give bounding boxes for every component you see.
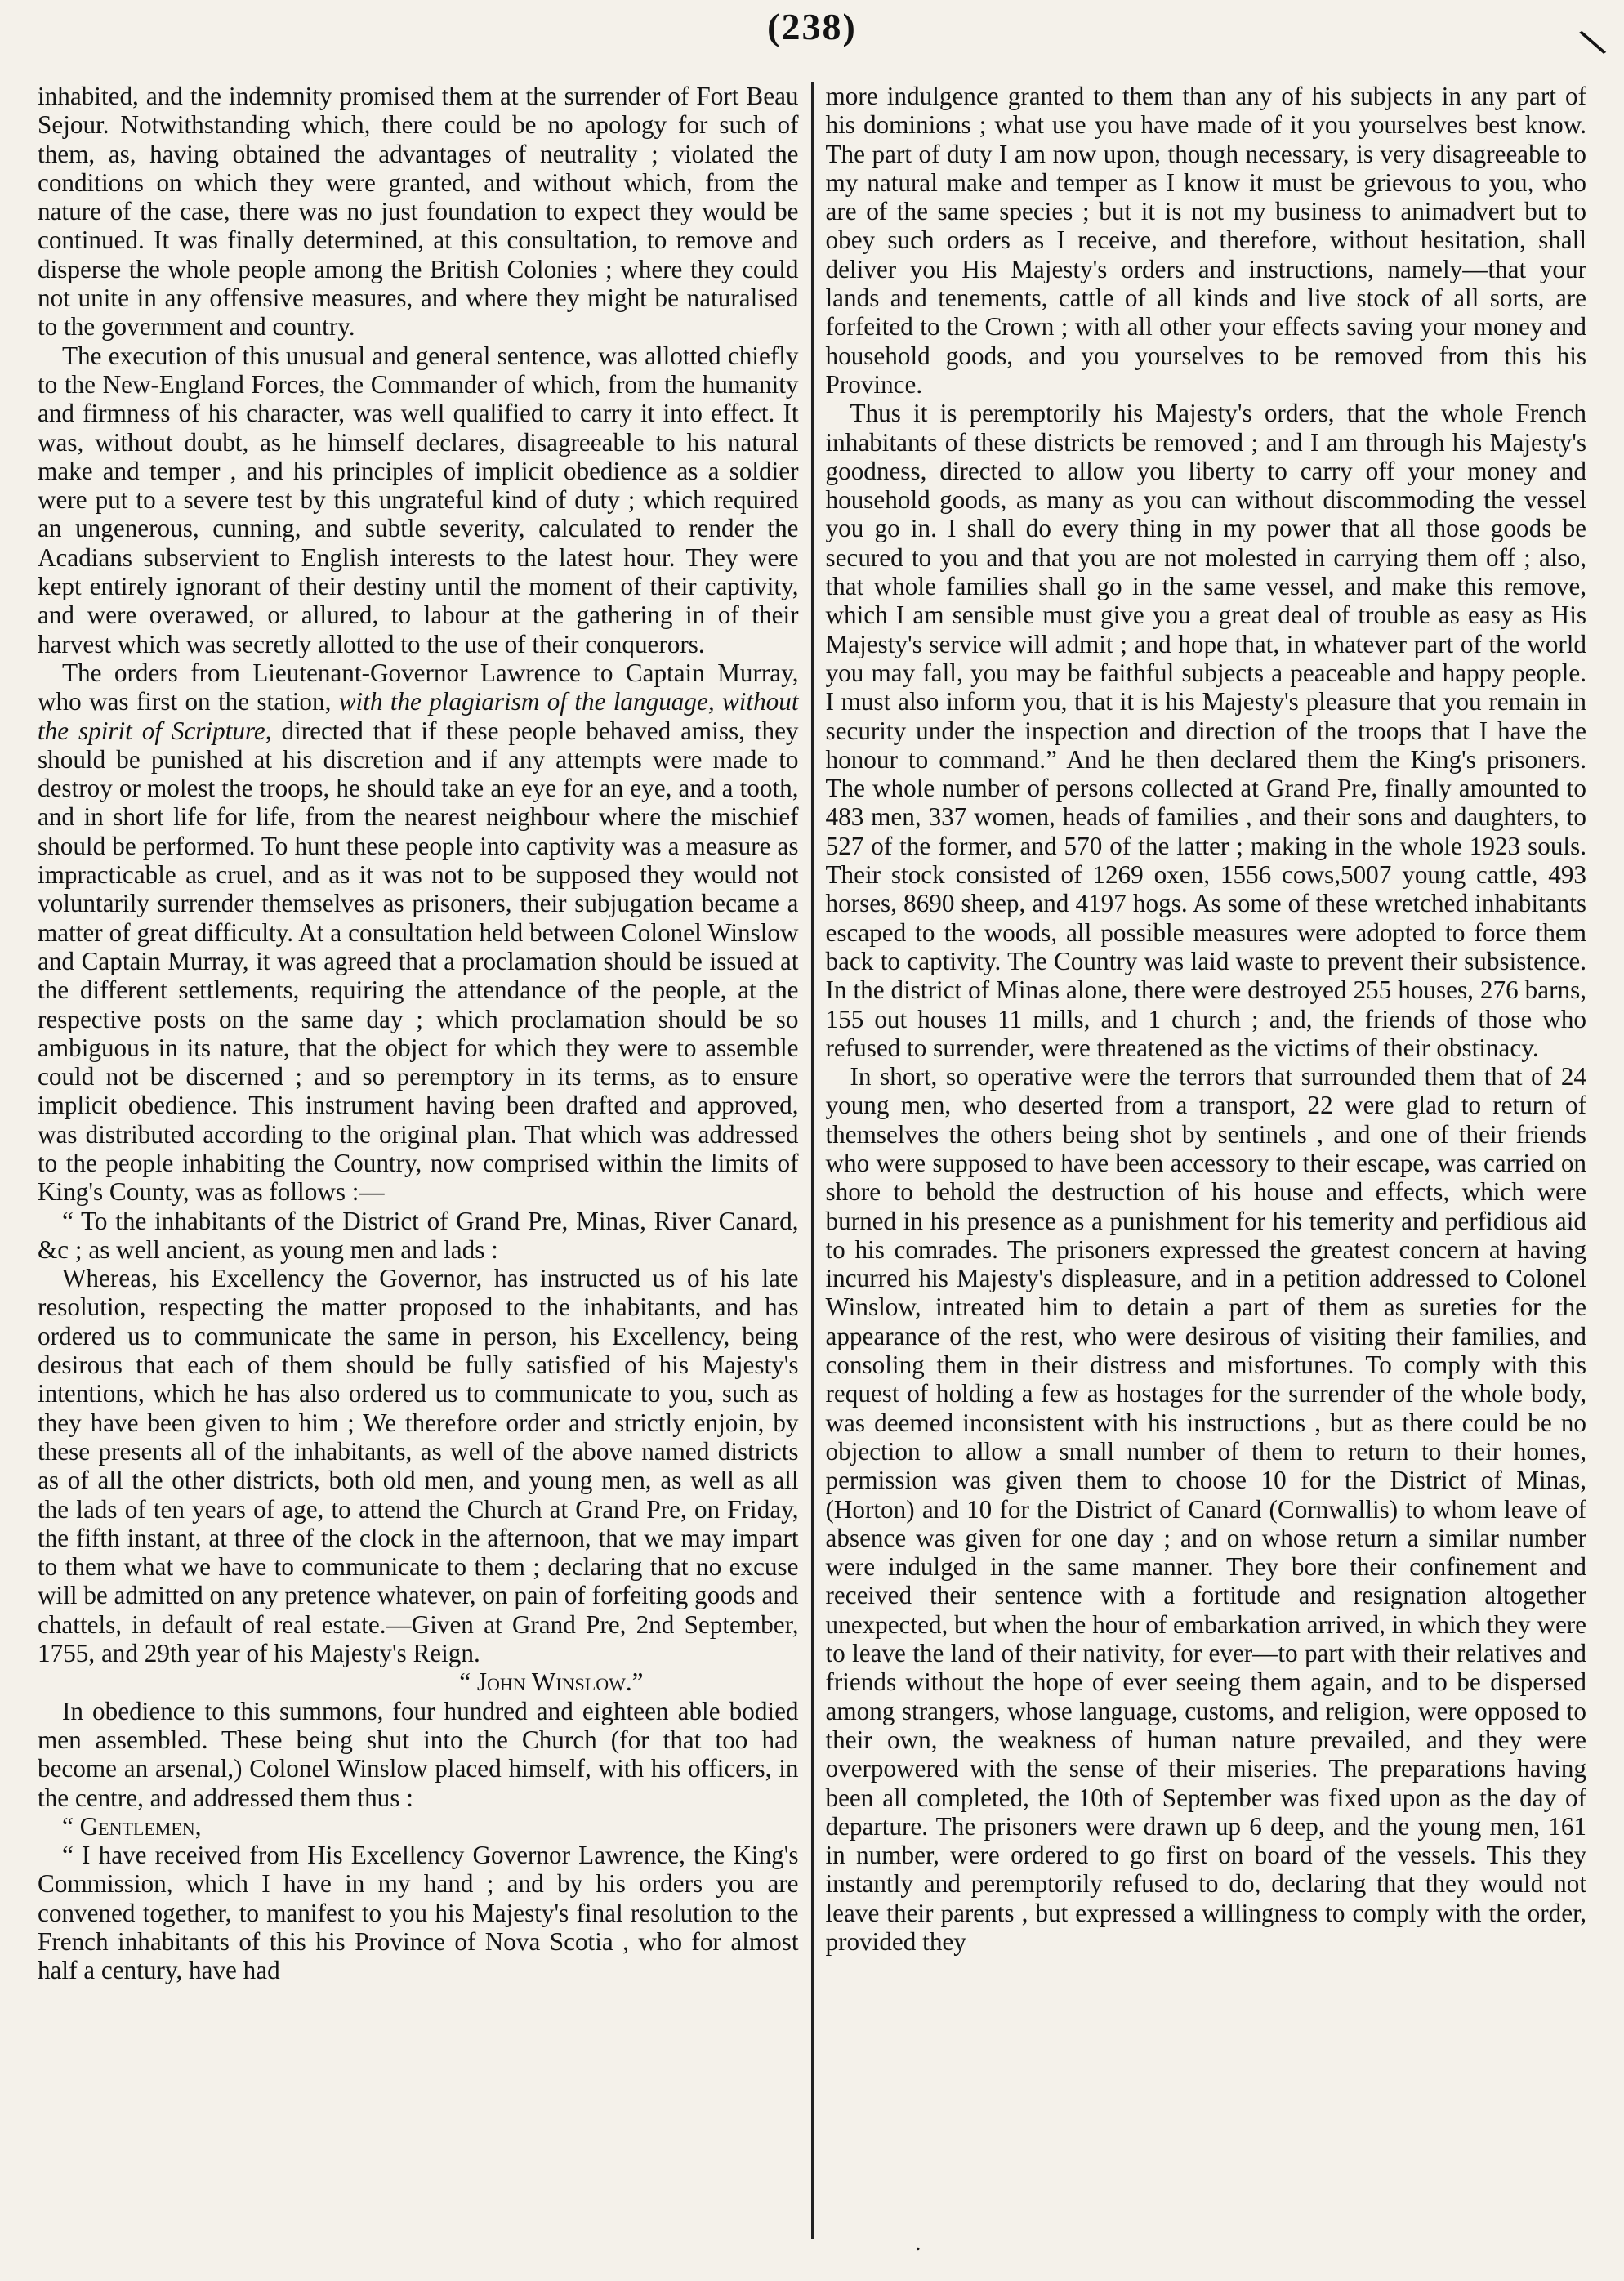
salutation: “ Gentlemen,: [62, 1811, 202, 1841]
paragraph: The orders from Lieutenant-Governor Lawrence to Captain Murray, who was first on the station, with the plagiarism of the language, without the spirit of Scripture, directed that if these people behaved amiss, they should be punished at his discretion and if any attempts were made to destroy or molest the troops, he should take an eye for an eye, and a tooth, and in short life for life, from the nearest neighbour where the mischief should be performed. To hunt these people into captivity was a measure as impracticable as cruel, and as it was not to be supposed they would not voluntarily surrender themselves as prisoners, their subjugation became a matter of great difficulty. At a consultation held between Colonel Winslow and Captain Murray, it was agreed that a proclamation should be issued at the different settlements, requiring the attendance of the people, at the respective posts on the same day ; which proclamation should be so ambiguous in its nature, that the object for which they were to assemble could not be discerned ; and so peremptory in its terms, as to ensure implicit obedience. This instrument having been drafted and approved, was distributed according to the original plan. That which was addressed to the people inhabiting the Country, now comprised within the limits of King's County, was as follows :—: [38, 658, 799, 1207]
paragraph: more indulgence granted to them than any of his subjects in any part of his dominions ; what use you have made of it you yourselves best know. The part of duty I am now upon, though necessary, is very disagreeable to my natural make and temper as I know it must be grievous to you, who are of the same species ; but it is not my business to animadvert but to obey such orders as I receive, and therefore, without hesitation, shall deliver you His Majesty's orders and instructions, namely—that your lands and tenements, cattle of all kinds and live stock of all sorts, are forfeited to the Crown ; with all other your effects saving your money and household goods, and you yourselves to be removed from this his Province.: [825, 82, 1587, 399]
right-column: [814, 82, 1587, 2239]
column-divider: [811, 82, 814, 2239]
proclamation-address: “ To the inhabitants of the District of Grand Pre, Minas, River Canard, &c ; as well ancient, as young men and lads :: [38, 1206, 799, 1264]
margin-mark: \: [1574, 17, 1612, 68]
page-mark: .: [915, 2229, 921, 2256]
paragraph: Thus it is peremptorily his Majesty's orders, that the whole French inhabitants of these districts be removed ; and I am through his Majesty's goodness, directed to allow you liberty to carry off your money and household goods, as many as you can without discommoding the vessel you go in. I shall do every thing in my power that all those goods be secured to you and that you are not molested in carrying them off ; also, that whole families shall go in the same vessel, and make this remove, which I am sensible must give you a great deal of trouble as easy as His Majesty's service will admit ; and hope that, in whatever part of the world you may fall, you may be faithful subjects a peaceable and happy people. I must also inform you, that it is his Majesty's pleasure that you remain in security under the inspection and direction of the troops that I have the honour to command.” And he then declared them the King's prisoners. The whole number of persons collected at Grand Pre, finally amounted to 483 men, 337 women, heads of families , and their sons and daughters, to 527 of the former, and 570 of the latter ; making in the whole 1923 souls. Their stock consisted of 1269 oxen, 1556 cows,5007 young cattle, 493 horses, 8690 sheep, and 4197 hogs. As some of these wretched inhabitants escaped to the woods, all possible measures were adopted to force them back to captivity. The Country was laid waste to prevent their subsistence. In the district of Minas alone, there were destroyed 255 houses, 276 barns, 155 out houses 11 mills, and 1 church ; and, the friends of those who refused to surrender, were threatened as the victims of their obstinacy.: [825, 399, 1587, 1062]
proclamation-body: Whereas, his Excellency the Governor, has instructed us of his late resolution, respecting the matter proposed to the inhabitants, and has ordered us to communicate the same in person, his Excellency, being desirous that each of them should be fully satisfied of his Majesty's intentions, which he has also ordered us to communicate to you, such as they have been given to him ; We therefore order and strictly enjoin, by these presents all of the inhabitants, as well of the above named districts as of all the other districts, both old men, and young men, as well as all the lads of ten years of age, to attend the Church at Grand Pre, on Friday, the fifth instant, at three of the clock in the afternoon, that we may impart to them what we have to communicate to them ; declaring that no excuse will be admitted on any pretence whatever, on pain of forfeiting goods and chattels, in default of real estate.—Given at Grand Pre, 2nd September, 1755, and 29th year of his Majesty's Reign.: [38, 1264, 799, 1668]
signature: “ John Winslow.”: [459, 1667, 644, 1697]
paragraph: In short, so operative were the terrors that surrounded them that of 24 young men, who deserted from a transport, 22 were glad to return of themselves the others being shot by sentinels , and one of their friends who were supposed to have been accessory to their escape, was carried on shore to behold the destruction of his house and effects, which were burned in his presence as a punishment for his temerity and perfidious aid to his comrades. The prisoners expressed the greatest concern at having incurred his Majesty's displeasure, and in a petition addressed to Colonel Winslow, intreated him to detain a part of them as sureties for the appearance of the rest, who were desirous of visiting their families, and consoling them in their distress and misfortunes. To comply with this request of holding a few as hostages for the surrender of the whole body, was deemed inconsistent with his instructions , but as there could be no objection to allow a small number of them to return to their homes, permission was given them to choose 10 for the District of Minas, (Horton) and 10 for the District of Canard (Cornwallis) to whom leave of absence was given for one day ; and on whose return a similar number were indulged in the same manner. They bore their confinement and received their sentence with a fortitude and resignation altogether unexpected, but when the hour of embarkation arrived, in which they were to leave the land of their nativity, for ever—to part with their relatives and friends without the hope of ever seeing them again, and to be dispersed among strangers, whose language, customs, and religion, were opposed to their own, the weakness of human nature prevailed, and they were overpowered with the sense of their miseries. The preparations having been all completed, the 10th of September was fixed upon as the day of departure. The prisoners were drawn up 6 deep, and the young men, 161 in number, were ordered to go first on board of the vessels. This they instantly and peremptorily refused to do, declaring that they would not leave their parents , but expressed a willingness to comply with the order, provided they: [825, 1062, 1587, 1956]
left-column: [38, 82, 810, 2239]
paragraph: In obedience to this summons, four hundred and eighteen able bodied men assembled. These being shut into the Church (for that too had become an arsenal,) Colonel Winslow placed himself, with his officers, in the centre, and addressed them thus :: [38, 1696, 799, 1812]
speech-paragraph: “ I have received from His Excellency Governor Lawrence, the King's Commission, which I have in my hand ; and by his orders you are convened together, to manifest to you his Majesty's final resolution to the French inhabitants of this his Province of Nova Scotia , who for almost half a century, have had: [38, 1841, 799, 1985]
text-columns: [38, 82, 1586, 2239]
page-number: (238): [767, 6, 857, 47]
italic-quote: with the plagiarism of the language, without the spirit of Scripture,: [38, 687, 799, 745]
paragraph: inhabited, and the indemnity promised them at the surrender of Fort Beau Sejour. Notwithstanding which, there could be no apology for such of them, as, having obtained the advantages of neutrality ; violated the conditions on which they were granted, and without which, from the nature of the case, there was no just foundation to expect they would be continued. It was finally determined, at this consultation, to remove and disperse the whole people among the British Colonies ; where they could not unite in any offensive measures, and where they might be naturalised to the government and country.: [38, 82, 799, 341]
paragraph: The execution of this unusual and general sentence, was allotted chiefly to the New-England Forces, the Commander of which, from the humanity and firmness of his character, was well qualified to carry it into effect. It was, without doubt, as he himself declares, disagreeable to his natural make and temper , and his principles of implicit obedience as a soldier were put to a severe test by this ungrateful kind of duty ; which required an ungenerous, cunning, and subtle severity, calculated to render the Acadians subservient to English interests to the latest hour. They were kept entirely ignorant of their destiny until the moment of their captivity, and were overawed, or allured, to labour at the gathering in of their harvest which was secretly allotted to the use of their conquerors.: [38, 341, 799, 658]
